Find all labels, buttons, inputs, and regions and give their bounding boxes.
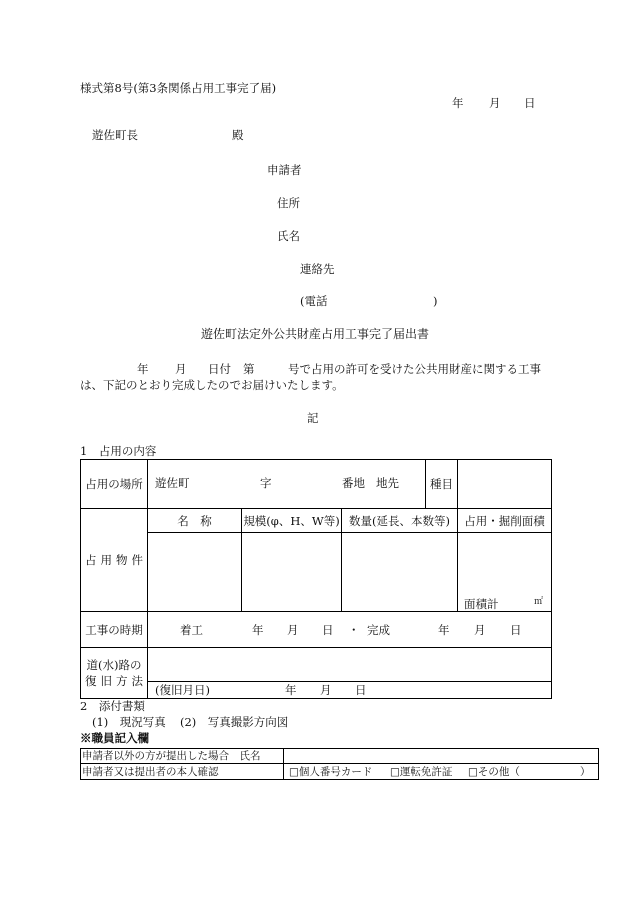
objects-label-cell [80, 508, 148, 612]
applicant-heading: 申請者 [267, 163, 302, 177]
period-separator: ・ [348, 623, 360, 637]
submission-date-month-label: 月 [489, 96, 501, 110]
restoration-year: 年 [285, 683, 297, 697]
type-label: 種目 [430, 477, 453, 491]
staff-row2-label: 申請者又は提出者の本人確認 [82, 766, 219, 778]
attachment-item: (2) 写真撮影方向図 [180, 715, 289, 729]
objects-label: 占用物件 [85, 553, 147, 567]
restoration-method-cell [147, 647, 552, 682]
form-number: 様式第8号(第3条関係占用工事完了届) [80, 81, 277, 95]
staff-row1-label: 申請者以外の方が提出した場合 氏名 [82, 750, 261, 762]
column-header-area-text: 占用・掘削面積 [464, 513, 545, 528]
address-label: 住所 [277, 196, 300, 210]
restoration-label-line1: 道(水)路の [86, 658, 142, 672]
restoration-month: 月 [320, 683, 332, 697]
period-start-label: 着工 [180, 623, 203, 637]
location-chisaki: 地先 [376, 476, 399, 490]
period-start-year: 年 [252, 623, 264, 637]
id-option-drivers-license: □運転免許証 [390, 766, 453, 778]
column-header-area [457, 508, 552, 533]
restoration-label-line2: 復旧方法 [85, 674, 147, 688]
area-value-cell [457, 532, 552, 612]
name-value-cell [147, 532, 242, 612]
location-town: 遊佐町 [155, 476, 190, 490]
column-header-quantity-text: 数量(延長、本数等) [349, 513, 450, 528]
contact-label: 連絡先 [300, 262, 335, 276]
restoration-label-cell [80, 647, 148, 699]
period-value-cell [147, 611, 552, 648]
area-unit: ㎡ [534, 597, 544, 607]
phone-label-close: ) [433, 294, 438, 308]
attachment-item: (1) 現況写真 [92, 715, 166, 729]
staff-row1-value-cell [283, 748, 599, 764]
column-header-quantity [341, 508, 458, 533]
quantity-value-cell [341, 532, 458, 612]
location-label: 占用の場所 [85, 477, 143, 491]
type-value-cell [457, 459, 552, 509]
body-day-label: 日付 [208, 362, 231, 376]
period-end-day: 日 [510, 623, 522, 637]
period-end-label: 完成 [367, 623, 390, 637]
staff-row2-label-cell [80, 763, 284, 780]
location-label-cell [80, 459, 148, 509]
id-option-other: □その他（ [468, 766, 520, 778]
location-value-cell [147, 459, 426, 509]
restoration-day: 日 [355, 683, 367, 697]
location-aza: 字 [260, 476, 272, 490]
id-option-mynumber-card: □個人番号カード [289, 766, 373, 778]
body-year-label: 年 [137, 362, 149, 376]
period-label: 工事の時期 [85, 622, 143, 637]
section1-heading: 1 占用の内容 [80, 444, 157, 458]
body-month-label: 月 [175, 362, 187, 376]
column-header-name [147, 508, 242, 533]
column-header-scale-text: 規模(φ、H、W等) [243, 513, 340, 528]
phone-label-open: (電話 [300, 294, 328, 308]
name-label: 氏名 [277, 229, 300, 243]
addressee-name: 遊佐町長 [92, 128, 138, 142]
period-end-month: 月 [474, 623, 486, 637]
area-total-label: 面積計 [464, 597, 499, 611]
submission-date-year-label: 年 [452, 96, 464, 110]
body-line1-text: 号で占用の許可を受けた公共用財産に関する工事 [288, 362, 541, 376]
addressee-honorific: 殿 [232, 128, 244, 142]
period-start-month: 月 [287, 623, 299, 637]
location-banchi: 番地 [342, 476, 365, 490]
submission-date-day-label: 日 [524, 96, 536, 110]
staff-row2-value-cell [283, 763, 599, 780]
column-header-scale [241, 508, 342, 533]
scale-value-cell [241, 532, 342, 612]
type-label-cell [425, 459, 458, 509]
column-header-name-text: 名 称 [177, 513, 212, 528]
restoration-date-label: (復旧月日) [155, 683, 210, 697]
body-line2-text: は、下記のとおり完成したのでお届けいたします。 [80, 378, 344, 392]
staff-section-heading: ※職員記入欄 [80, 731, 149, 745]
ki-heading: 記 [307, 411, 319, 425]
staff-row1-label-cell [80, 748, 284, 764]
document-title: 遊佐町法定外公共財産占用工事完了届出書 [200, 327, 429, 341]
id-option-other-close: ） [580, 766, 591, 778]
section2-heading: 2 添付書類 [80, 699, 145, 713]
period-end-year: 年 [438, 623, 450, 637]
period-label-cell [80, 611, 148, 648]
restoration-date-cell [147, 681, 552, 699]
period-start-day: 日 [322, 623, 334, 637]
body-number-prefix: 第 [243, 362, 255, 376]
